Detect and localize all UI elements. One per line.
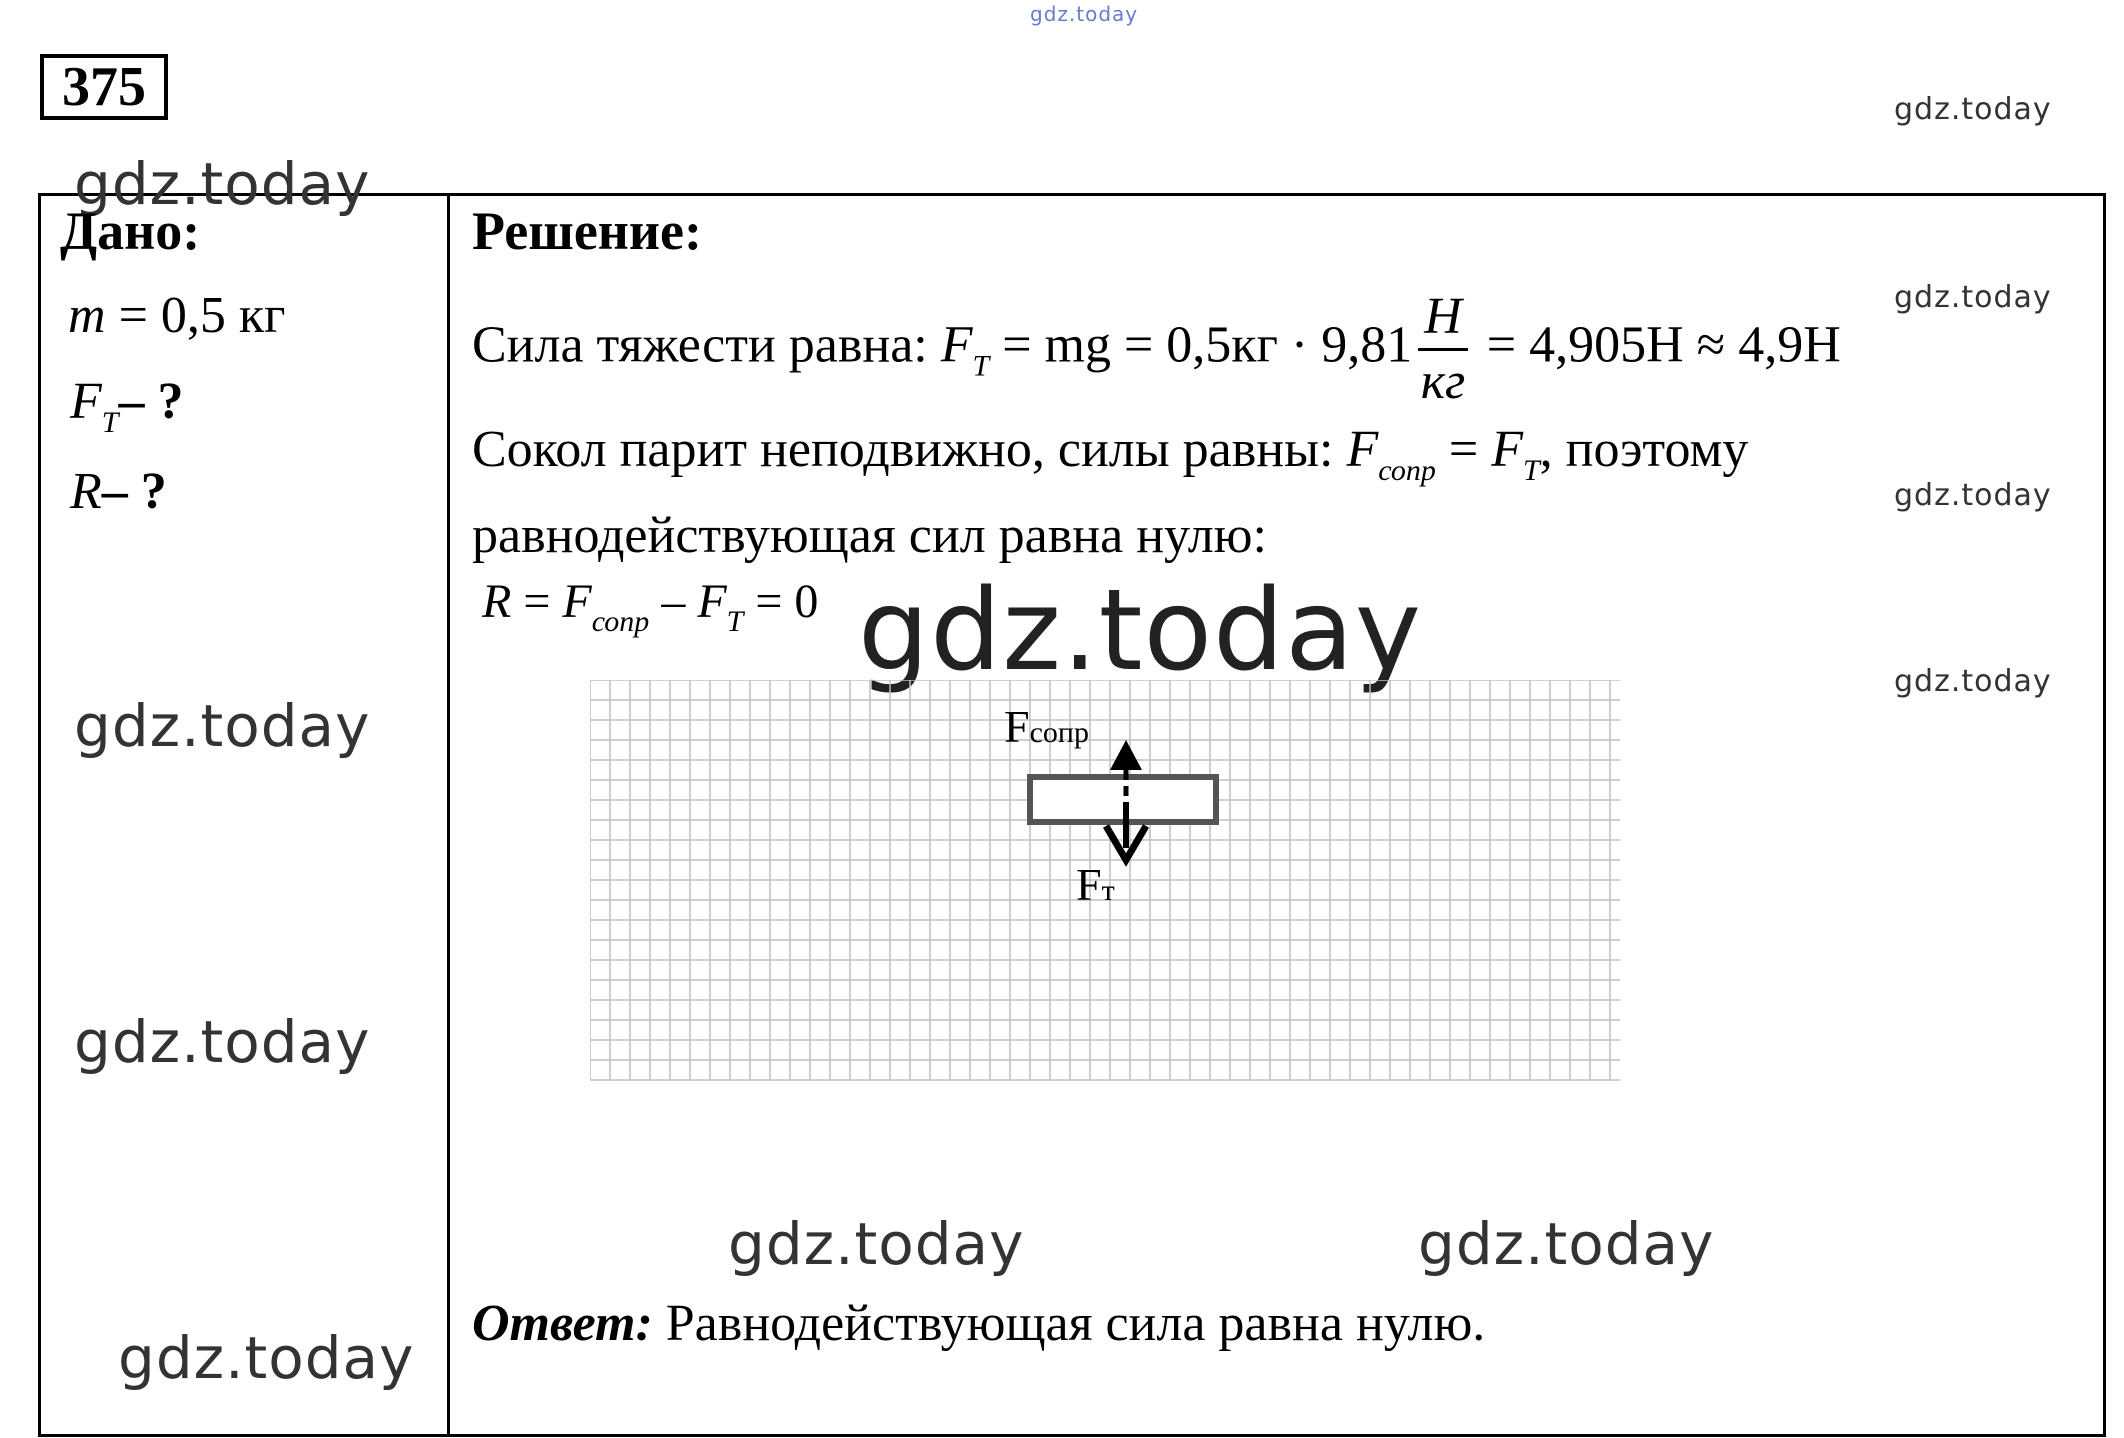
gravity-force-label: Fт xyxy=(1076,859,1115,910)
watermark: gdz.today xyxy=(1894,280,2052,315)
watermark-top: gdz.today xyxy=(1030,2,1139,26)
unit-fraction: $\frac{Н}{кг}$ xyxy=(1418,286,1468,413)
solution-heading: Решение: xyxy=(472,201,702,261)
watermark: gdz.today xyxy=(74,150,371,218)
given-find-resultant: R– ? xyxy=(70,463,167,520)
gravity-line: Сила тяжести равна: $F_T$ = mg = 0,5кг · 9,81 $\frac{Н}{кг}$ = 4,905Н ≈ 4,9Н xyxy=(472,286,1841,413)
given-mass: m = 0,5 кг xyxy=(68,287,286,344)
watermark: gdz.today xyxy=(118,1324,415,1392)
watermark: gdz.today xyxy=(1418,1210,1715,1278)
given-heading: Дано: xyxy=(60,201,201,261)
drag-arrow-head xyxy=(1110,740,1142,770)
resultant-text: равнодействующая сил равна нулю: xyxy=(472,507,1267,564)
watermark-large: gdz.today xyxy=(858,566,1423,696)
resultant-formula: $R = F_{сопр} - F_T = 0$ xyxy=(482,575,819,638)
watermark: gdz.today xyxy=(1894,664,2052,699)
answer-line: Ответ: Равнодействующая сила равна нулю. xyxy=(472,1295,1486,1352)
drag-force-label: Fсопр xyxy=(1004,701,1089,752)
watermark: gdz.today xyxy=(1894,478,2052,513)
watermark: gdz.today xyxy=(1894,92,2052,127)
problem-number: 375 xyxy=(40,54,168,120)
equilibrium-line: Сокол парит неподвижно, силы равны: $F_{сопр} = F_T$, поэтому xyxy=(472,421,1749,487)
watermark: gdz.today xyxy=(728,1210,1025,1278)
watermark: gdz.today xyxy=(74,692,371,760)
watermark: gdz.today xyxy=(74,1008,371,1076)
given-find-gravity: $F_T-$ ? xyxy=(70,373,184,439)
column-divider xyxy=(447,193,450,1437)
